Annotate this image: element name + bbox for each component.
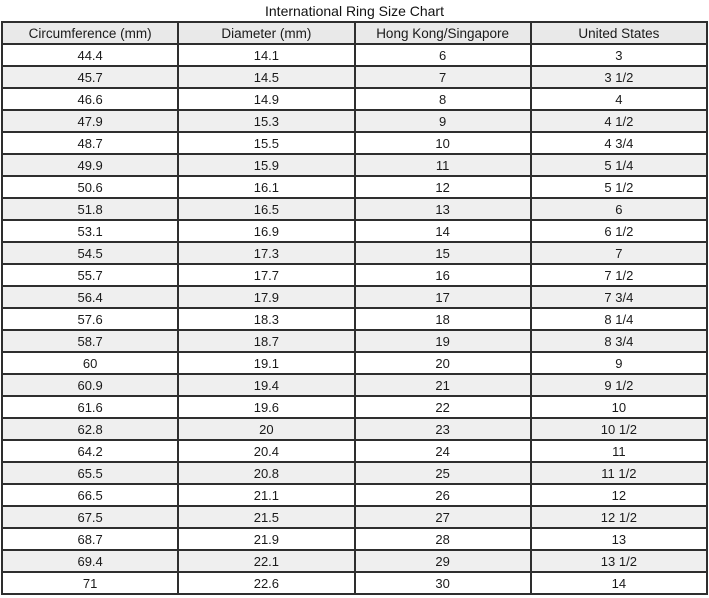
table-cell: 23 bbox=[355, 418, 531, 440]
table-row bbox=[2, 88, 707, 110]
table-cell: 16 bbox=[355, 264, 531, 286]
table-row bbox=[2, 418, 707, 440]
table-cell: 19 bbox=[355, 330, 531, 352]
table-cell: 57.6 bbox=[2, 308, 178, 330]
table-cell: 19.4 bbox=[178, 374, 354, 396]
table-cell: 19.6 bbox=[178, 396, 354, 418]
table-cell: 14.5 bbox=[178, 66, 354, 88]
table-cell: 61.6 bbox=[2, 396, 178, 418]
table-row bbox=[2, 528, 707, 550]
table-cell: 6 bbox=[531, 198, 707, 220]
table-cell: 50.6 bbox=[2, 176, 178, 198]
table-cell: 4 1/2 bbox=[531, 110, 707, 132]
table-cell: 48.7 bbox=[2, 132, 178, 154]
table-cell: 15.3 bbox=[178, 110, 354, 132]
table-row bbox=[2, 330, 707, 352]
column-header: Diameter (mm) bbox=[178, 22, 354, 44]
table-cell: 13 bbox=[355, 198, 531, 220]
table-cell: 20.8 bbox=[178, 462, 354, 484]
table-cell: 7 1/2 bbox=[531, 264, 707, 286]
table-cell: 20 bbox=[178, 418, 354, 440]
table-cell: 21.5 bbox=[178, 506, 354, 528]
column-header: United States bbox=[531, 22, 707, 44]
table-cell: 58.7 bbox=[2, 330, 178, 352]
table-cell: 26 bbox=[355, 484, 531, 506]
table-cell: 62.8 bbox=[2, 418, 178, 440]
table-cell: 12 bbox=[355, 176, 531, 198]
table-cell: 8 1/4 bbox=[531, 308, 707, 330]
table-cell: 66.5 bbox=[2, 484, 178, 506]
table-row bbox=[2, 550, 707, 572]
table-cell: 9 bbox=[355, 110, 531, 132]
table-cell: 55.7 bbox=[2, 264, 178, 286]
table-body bbox=[2, 44, 707, 594]
table-row bbox=[2, 286, 707, 308]
table-cell: 22.6 bbox=[178, 572, 354, 594]
table-row bbox=[2, 264, 707, 286]
table-cell: 12 1/2 bbox=[531, 506, 707, 528]
table-cell: 60.9 bbox=[2, 374, 178, 396]
table-cell: 16.5 bbox=[178, 198, 354, 220]
table-cell: 6 1/2 bbox=[531, 220, 707, 242]
table-cell: 10 bbox=[531, 396, 707, 418]
table-cell: 67.5 bbox=[2, 506, 178, 528]
table-cell: 3 bbox=[531, 44, 707, 66]
table-row bbox=[2, 44, 707, 66]
table-cell: 10 bbox=[355, 132, 531, 154]
table-row bbox=[2, 110, 707, 132]
table-cell: 64.2 bbox=[2, 440, 178, 462]
table-cell: 6 bbox=[355, 44, 531, 66]
table-cell: 15.9 bbox=[178, 154, 354, 176]
table-cell: 8 bbox=[355, 88, 531, 110]
table-row bbox=[2, 396, 707, 418]
table-cell: 65.5 bbox=[2, 462, 178, 484]
table-cell: 21.9 bbox=[178, 528, 354, 550]
table-cell: 17.7 bbox=[178, 264, 354, 286]
table-cell: 7 3/4 bbox=[531, 286, 707, 308]
table-cell: 30 bbox=[355, 572, 531, 594]
table-row bbox=[2, 572, 707, 594]
table-cell: 18.7 bbox=[178, 330, 354, 352]
column-header: Circumference (mm) bbox=[2, 22, 178, 44]
table-cell: 47.9 bbox=[2, 110, 178, 132]
table-row bbox=[2, 462, 707, 484]
table-cell: 16.1 bbox=[178, 176, 354, 198]
table-cell: 29 bbox=[355, 550, 531, 572]
header-row bbox=[2, 22, 707, 44]
table-cell: 4 3/4 bbox=[531, 132, 707, 154]
table-cell: 18.3 bbox=[178, 308, 354, 330]
table-cell: 4 bbox=[531, 88, 707, 110]
table-cell: 51.8 bbox=[2, 198, 178, 220]
table-cell: 21 bbox=[355, 374, 531, 396]
table-row bbox=[2, 220, 707, 242]
column-header: Hong Kong/Singapore bbox=[355, 22, 531, 44]
table-row bbox=[2, 484, 707, 506]
table-cell: 11 bbox=[531, 440, 707, 462]
table-cell: 14 bbox=[355, 220, 531, 242]
table-cell: 25 bbox=[355, 462, 531, 484]
table-row bbox=[2, 198, 707, 220]
table-cell: 27 bbox=[355, 506, 531, 528]
table-row bbox=[2, 176, 707, 198]
table-cell: 15 bbox=[355, 242, 531, 264]
table-cell: 14.1 bbox=[178, 44, 354, 66]
table-cell: 54.5 bbox=[2, 242, 178, 264]
table-cell: 3 1/2 bbox=[531, 66, 707, 88]
table-cell: 71 bbox=[2, 572, 178, 594]
table-cell: 21.1 bbox=[178, 484, 354, 506]
table-cell: 60 bbox=[2, 352, 178, 374]
table-cell: 28 bbox=[355, 528, 531, 550]
table-cell: 17.3 bbox=[178, 242, 354, 264]
page-title: International Ring Size Chart bbox=[265, 3, 444, 19]
table-cell: 22 bbox=[355, 396, 531, 418]
table-cell: 14 bbox=[531, 572, 707, 594]
table-cell: 16.9 bbox=[178, 220, 354, 242]
table-cell: 68.7 bbox=[2, 528, 178, 550]
table-cell: 11 1/2 bbox=[531, 462, 707, 484]
table-row bbox=[2, 374, 707, 396]
table-cell: 10 1/2 bbox=[531, 418, 707, 440]
table-cell: 13 bbox=[531, 528, 707, 550]
table-cell: 8 3/4 bbox=[531, 330, 707, 352]
table-cell: 12 bbox=[531, 484, 707, 506]
table-cell: 46.6 bbox=[2, 88, 178, 110]
table-row bbox=[2, 132, 707, 154]
table-cell: 15.5 bbox=[178, 132, 354, 154]
table-cell: 53.1 bbox=[2, 220, 178, 242]
table-row bbox=[2, 352, 707, 374]
table-cell: 7 bbox=[531, 242, 707, 264]
table-cell: 56.4 bbox=[2, 286, 178, 308]
table-cell: 17 bbox=[355, 286, 531, 308]
table-row bbox=[2, 440, 707, 462]
table-cell: 7 bbox=[355, 66, 531, 88]
table-row bbox=[2, 66, 707, 88]
table-row bbox=[2, 242, 707, 264]
table-cell: 5 1/4 bbox=[531, 154, 707, 176]
table-cell: 13 1/2 bbox=[531, 550, 707, 572]
table-cell: 20.4 bbox=[178, 440, 354, 462]
table-cell: 44.4 bbox=[2, 44, 178, 66]
table-row bbox=[2, 506, 707, 528]
table-cell: 19.1 bbox=[178, 352, 354, 374]
table-cell: 9 bbox=[531, 352, 707, 374]
table-cell: 22.1 bbox=[178, 550, 354, 572]
table-cell: 45.7 bbox=[2, 66, 178, 88]
table-cell: 14.9 bbox=[178, 88, 354, 110]
table-cell: 11 bbox=[355, 154, 531, 176]
table-row bbox=[2, 308, 707, 330]
table-cell: 24 bbox=[355, 440, 531, 462]
table-cell: 5 1/2 bbox=[531, 176, 707, 198]
table-cell: 9 1/2 bbox=[531, 374, 707, 396]
table-cell: 69.4 bbox=[2, 550, 178, 572]
table-cell: 17.9 bbox=[178, 286, 354, 308]
table-row bbox=[2, 154, 707, 176]
table-cell: 18 bbox=[355, 308, 531, 330]
ring-size-table bbox=[1, 21, 708, 595]
table-cell: 49.9 bbox=[2, 154, 178, 176]
table-header bbox=[2, 22, 707, 44]
table-cell: 20 bbox=[355, 352, 531, 374]
